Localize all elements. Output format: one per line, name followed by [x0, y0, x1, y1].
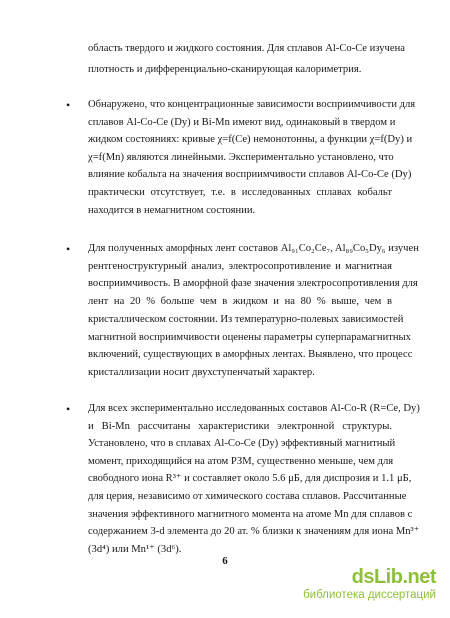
- paragraph-line: для церия, независимо от химического состава сплавов. Рассчитанные: [88, 491, 407, 502]
- paragraph-line: Для всех экспериментально исследованных составов Al-Co-R (R=Ce, Dy): [88, 403, 420, 414]
- paragraph-line: кристаллизации носит двухступенчатый характер.: [88, 366, 315, 378]
- paragraph-line: свободного иона R³⁺ и составляет около 5.6 μБ, для диспрозия и 1.1 μБ,: [88, 473, 412, 485]
- paragraph-line: магнитной восприимчивости оценены параметры суперпарамагнитных: [88, 331, 411, 343]
- watermark: [303, 566, 436, 602]
- list-bullet: •: [66, 242, 71, 256]
- paragraph-line: область твердого и жидкого состояния. Для сплавов Al-Co-Ce изучена: [88, 43, 405, 54]
- watermark-logo: dsLib.net: [351, 566, 436, 588]
- paragraph-line: кристаллическом состоянии. Из температурно-полевых зависимостей: [88, 313, 404, 325]
- paragraph-line: значения эффективного магнитного момента на атоме Mn для сплавов с: [88, 508, 413, 520]
- paragraph-line: лент на 20 % больше чем в жидком и на 80 % выше, чем в: [88, 296, 392, 308]
- paragraph-line: влияние кобальта на значения восприимчивости сплавов Al-Co-Ce (Dy): [88, 169, 412, 181]
- paragraph-line: восприимчивость. В аморфной фазе значения электросопротивления для: [88, 278, 418, 290]
- paragraph-line: Обнаружено, что концентрационные зависимости восприимчивости для: [88, 99, 416, 110]
- paragraph-line: χ=f(Mn) являются линейными. Экспериментально установлено, что: [88, 151, 394, 163]
- paragraph-line: практически отсутствует, т.е. в исследованных сплавах кобальт: [88, 187, 392, 198]
- paragraph-line: и Bi-Mn рассчитаны характеристики электронной структуры.: [88, 420, 392, 432]
- page-number: 6: [222, 555, 228, 567]
- paragraph-line: включений, существующих в аморфных лентах. Выявлено, что процесс: [88, 349, 413, 361]
- paragraph-line: содержанием 3-d элемента до 20 ат. % близки к значениям для иона Mn³⁺: [88, 526, 420, 538]
- list-bullet: •: [66, 98, 71, 112]
- watermark-caption: библиотека диссертаций: [303, 589, 436, 601]
- paragraph-line: сплавов Al-Co-Ce (Dy) и Bi-Mn имеют вид, одинаковый в твердом и: [88, 116, 396, 128]
- paragraph-line: рентгеноструктурный анализ, электросопротивление и магнитная: [88, 260, 392, 272]
- paragraph-line: Установлено, что в сплавах Al-Co-Ce (Dy) эффективный магнитный: [88, 438, 396, 450]
- list-bullet: •: [66, 402, 71, 416]
- paragraph-line: находится в немагнитном состоянии.: [88, 204, 256, 216]
- paragraph-line: жидком состояниях: кривые χ=f(Ce) немонотонны, а функции χ=f(Dy) и: [88, 134, 413, 146]
- paragraph-line: (3d⁴) или Mn¹⁺ (3d⁶).: [88, 543, 182, 555]
- paragraph-line: момент, приходящийся на атом РЗМ, существенно меньше, чем для: [88, 455, 394, 467]
- paragraph-line: плотность и дифференциально-сканирующая калориметрия.: [88, 63, 362, 75]
- paragraph-line: Для полученных аморфных лент составов Al₉₁Co₂Ce₇, Al₈₉Co₅Dy₆ изучен: [88, 243, 419, 254]
